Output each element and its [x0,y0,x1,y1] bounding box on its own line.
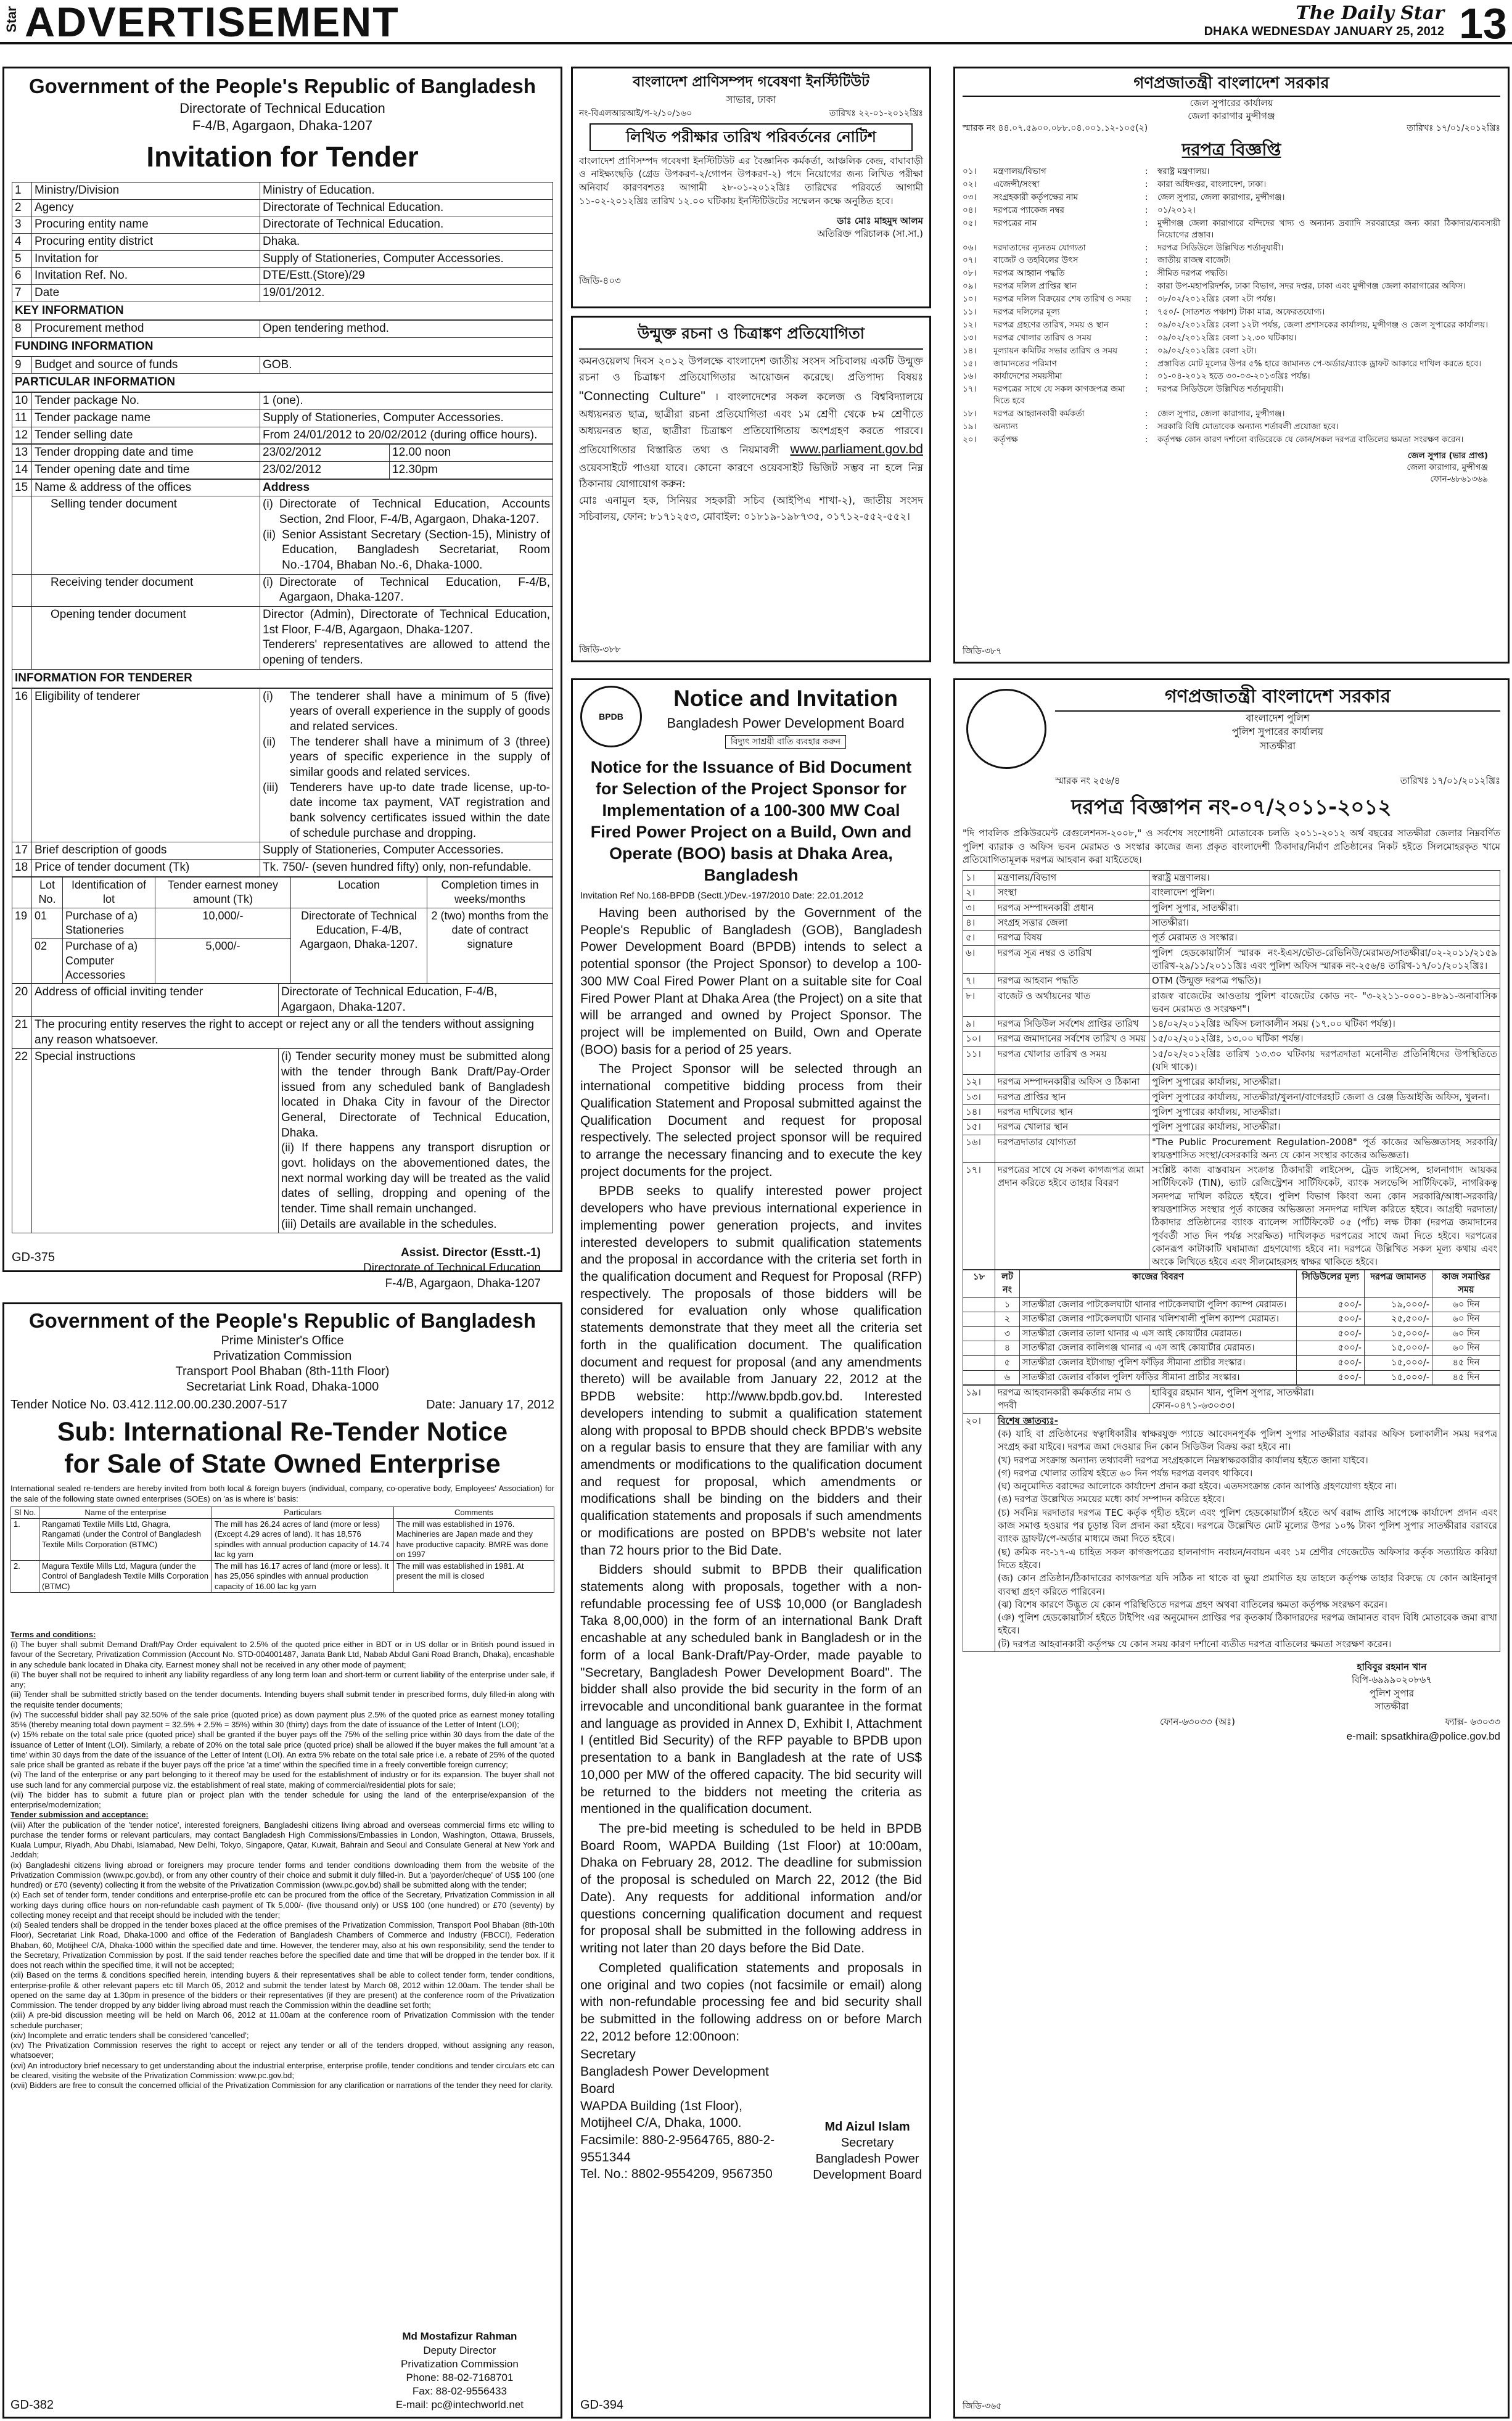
table-header-row: Lot No. Identification of lot Tender earnest money amount (Tk) Location Completion times in weeks/months [12,877,553,908]
table-row: ১৩। দরপত্র প্রাপ্তির স্থান পুলিশ সুপারের কার্যালয়, সাতক্ষীরা/খুলনা/বাগেরহাট জেলা ও রেঞ্জ ডিআইজি অফিস, খুলনা। [963,1090,1500,1104]
signatory-fax: Fax: 88-02-9556433 [412,2385,507,2397]
table-row: ২০। বিশেষ জ্ঞাতব্যঃ- (ক) যাহি বা প্রতিষ্ঠানের স্বত্বাধিকারীর স্বাক্ষরযুক্ত প্যাডে আবেদনপূর্বক পুলিশ সুপার সাতক্ষীরার বরাবর অফিস চলাকালীন সময় দরপত্র সংগ্রহ করা যাইবে। দরপত্র জমা দেওয়ার দিন কোন সিডিউল বিক্রয় করা হইবে না। (খ) দরপত্র সংক্রান্ত অন্যান্য তথ্যাবলী দরপত্র সংগ্রহকালে নিম্নস্বাক্ষরকারীর কার্যালয় হইতে জানা যাইবে। (গ) দরপত্র খোলার তারিখ হইতে ৬০ দিন পর্যন্ত দরপত্র বলবৎ থাকিবে। (ঘ) অনুমোদিত বরাদ্দের আলোকে কার্যাদেশ প্রদান করা হইবে। এতদসংক্রান্ত কোন আপত্তি গ্রহণযোগ্য হইবে না। (ঙ) দরপত্র উল্লেখিত সময়ের মধ্যে কার্য সম্পাদন করিতে হইবে। (চ) সর্বনিম্ন দরদাতার দরপত্র TEC কর্তৃক গৃহীত হইলে এবং পুলিশ হেডকোয়ার্টার্স হইতে অর্থ বরাদ্দ প্রাপ্তি সাপেক্ষে কার্যাদেশ প্রদান এবং কাজ সমাপ্ত হওয়ার পর চূড়ান্ত বিল প্রদান করা হইবে। দরপত্রে উল্লেখিত মোট মূল্যের উপর ১০% টাকা পুলিশ সুপার সাতক্ষীরার বরাবরে ব্যাংক ড্রাফট/পে-অর্ডার মাধ্যমে জমা দিতে হইবে। (ছ) ক্রমিক নং-১৭-এ চাহিত সকল কাগজপত্রের হালনাগাদ নবায়ন/নবায়ন এবং ১ম শ্রেণীর গেজেটেড অফিসার কর্তৃক সত্যায়িত করিয়া দিতে হইবে। (জ) কোন প্রতিষ্ঠান/ঠিকাদারের কাগজপত্র যদি সঠিক না থাকে বা ভুয়া প্রমাণিত হয় তাহলে কর্তৃপক্ষ তাহার বিরুদ্ধে যে কোন আইনানুগ ব্যবস্থা গ্রহণ করিতে পারিবেন। (ঝ) বিশেষ কারণে উদ্ভূত যে কোন পরিস্থিতিতে দরপত্র গ্রহণ অথবা বাতিলের ক্ষমতা কর্তৃপক্ষ সংরক্ষণ করেন। (ঞ) পুলিশ হেডকোয়ার্টার্স হইতে টাইপিং এর অনুমোদন প্রাপ্তির পর কৃতকার্য ঠিকাদারদের দরপত্র জামানত বাবদ বিধি মোতাবেক জমা রাখা হইবে। (ট) দরপত্র আহবানকারী কর্তৃপক্ষ যে কোন সময় কারণ দর্শানো ব্যতীত দরপত্র বাতিলের ক্ষমতা সংরক্ষণ করেন। [963,1413,1500,1651]
body-text: কমনওয়েলথ দিবস ২০১২ উপলক্ষে বাংলাদেশ জাতীয় সংসদ সচিবালয় একটি উন্মুক্ত রচনা ও চিত্রাঙ্কণ প্রতিযোগিতার আয়োজন করেছে। প্রতিপাদ্য বিষয়ঃ [579,355,923,384]
section-heading: PARTICULAR INFORMATION [12,374,553,392]
table-header-row: Sl No. Name of the enterprise Particulars Comments [11,1506,554,1518]
address-line: Bangladesh Power Development [580,2065,769,2079]
submission-address [580,2046,774,2183]
ad-title: দরপত্র বিজ্ঞপ্তি [1181,139,1281,160]
notice-ad-blri [571,67,931,308]
notice-date: তারিখঃ ১৭/০১/২০১২খ্রিঃ [1400,775,1500,786]
signatory-title: Secretary [840,2136,894,2150]
address-line: Board [580,2081,615,2096]
term-item: (ii) The buyer shall not be required to inherit any liability regardless of any long term loan and short-term or current liability of the enterprise under sale, if any; [10,1669,554,1690]
ad-department: Directorate of Technical Education [179,100,385,116]
address-line: Tel. No.: 8802-9554209, 9567350 [580,2167,773,2182]
ad-address: F-4/B, Agargaon, Dhaka-1207 [192,118,373,134]
tender-key-table [12,182,553,302]
list-item: ১৬। কার্যাদেশের সময়সীমা : ০১-০৪-২০১২ হতে ৩০-০৩-২০১৩খ্রিঃ পর্যন্ত। [963,371,1310,382]
table-row: 15 Name & address of the offices Address [12,479,553,496]
signatory-title: Assist. Director (Esstt.-1) [400,1246,541,1260]
list-item: ০৭। বাজেট ও তহবিলের উৎস : জাতীয় রাজস্ব বাজেট। [963,255,1231,266]
notice-heading: Notice for the Issuance of Bid Document for Selection of the Project Sponsor for Implementation of a 100-300 MW Coal Fired Power Project on a Build, Own and Operate (BOO) basis at Dhaka Area, Bangladesh [590,757,912,885]
table-row: ২। সংস্থা বাংলাদেশ পুলিশ। [963,886,1500,900]
gd-number: GD-375 [12,1251,55,1264]
ad-title: দরপত্র বিজ্ঞাপন নং-০৭/২০১১-২০১২ [1071,795,1392,820]
ad-title: উন্মুক্ত রচনা ও চিত্রাঙ্কণ প্রতিযোগিতা [579,321,923,350]
table-row: 13 Tender dropping date and time 23/02/2012 12.00 noon [12,445,553,462]
term-item: (iii) Tender shall be submitted strictly based on the tender documents. Intending buyers shall submit tender in prescribed forms, duly filled-in along with the requisite tender documents; [10,1690,554,1709]
address-line: 9551344 [580,2150,631,2164]
table-row: Opening tender document Director (Admin), Directorate of Technical Education, 1st Floor, F-4/B, Agargaon, Dhaka-1207. Tenderers' representatives are allowed to attend the opening of tenders. [12,607,553,670]
list-item: ১৩। দরপত্র খোলার তারিখ ও সময় : ০৯/০২/২০১২খ্রিঃ বেলা ১২.৩০ ঘটিকায়। [963,332,1297,343]
reference-number: Invitation Ref No.168-BPDB (Sectt.)/Dev.-197/2010 Date: 22.01.2012 [580,890,864,902]
notice-date: তারিখঃ ২২-০১-২০১২খ্রিঃ [829,108,923,118]
signatory-address: F-4/B, Agargaon, Dhaka-1207 [385,1276,541,1290]
paragraph: Completed qualification statements and proposals in one original and two copies (not facsimile or email) along with non-refundable processing fee and bid security shall be submitted in the following address on or before March 22, 2012 before 12:00noon: [580,1960,922,2044]
term-item: (xiv) Incomplete and erratic tenders shall be considered 'cancelled'; [10,2030,249,2040]
notice-body [580,905,922,2045]
section-title: ADVERTISEMENT [25,0,400,46]
eligibility-item: (iii) Tenderers have up-to date trade license, up-to-date income tax payment, VAT registration and bank solvency certificates issued within the date of schedule purchase and dropping. [263,781,550,840]
signatory-office: Directorate of Technical Education [363,1262,541,1275]
term-item: (viii) After the publication of the 'tender notice', interested foreigners, Bangladeshi citizens living abroad and overseas commercial firms etc willing to purchase the tender forms or relevant particulars, may contact Bangladesh High Commissions/Embassies in London, Washington, Ottawa, Brussels, Kuala Lumpur, Riyadh, Abu Dhabi, Islamabad, New Delhi, Tokyo, Singapore, Qatar, Kuwait, Bahrain and Seoul and Consulate General at New York and Jeddah; [10,1820,554,1860]
table-row: 1 Ministry/Division Ministry of Education. [12,182,553,199]
table-row: ২ সাতক্ষীরা জেলার পাটকেলঘাটা থানার খলিশখালী পুলিশ ক্যাম্প মেরামত। ৫০০/- ২৫,৫০০/- ৬০ দিন [963,1312,1500,1327]
ad-line: Privatization Commission [213,1349,352,1363]
reference-number: নং-বিএলআরআই/প-২/১০/১৬০ [579,108,692,118]
term-item: (xi) Sealed tenders shall be dropped in the tender boxes placed at the office premises of the Privatization Commission, Transport Pool Bhaban (8th-10th Floor), Secretariat Link Road, Dhaka-1000 and office of the Federation of Bangladesh Chambers of Commerce and Industry (FBCCI), Federation Bhaban, 60, Motijheel C/A, Dhaka-1000 within the specified date and time. However, the tenderer may, also at his own responsibility, send the tender to the Secretary, Privatization Commission by post. If the said tender reaches before the specified date and time that will be dropped in the tender box. If it does not reach within the specified time, it will not be accepted; [10,1920,554,1970]
list-item: ১১। দরপত্র দলিলের মূল্য : ৭৫০/- (সাতশত পঞ্চাশ) টাকা মাত্র, অফেরতযোগ্য। [963,306,1325,317]
section-heading: KEY INFORMATION [12,302,553,321]
tender-ad-dte [2,67,562,1290]
gd-number: GD-382 [10,2398,54,2412]
table-row: ৩। দরপত্র সম্পাদনকারী প্রধান পুলিশ সুপার, সাতক্ষীরা। [963,900,1500,915]
ad-office-line3: সাতক্ষীরা [1259,740,1296,752]
signatory-name: ডাঃ মোঃ মাহমুদ আলম [837,215,923,226]
list-item: ০৫। দরপত্রের নাম : মুন্সীগঞ্জ জেলা কারাগারে বন্দিদের খাদ্য ও অন্যান্য দ্রব্যাদি সরবরাহের জন্য কারা ঠিকাদার/ব্যবসায়ী নিয়োগের প্রস্তাব। [963,218,1500,240]
term-item: (ix) Bangladeshi citizens living abroad or foreigners may procure tender forms and tender conditions downloading them from the website of the Privatization Commission (www.pc.gov.bd), or from any other country of their choice and submit it duly filled-in. But a 'payorder/cheque' of US$ 100 (one hundred) or £70 (seventy) collecting it from the website of the Privatization Commission (www.pc.gov.bd) shall be submitted along with the tender; [10,1860,554,1890]
table-row: 7 Date 19/01/2012. [12,285,553,302]
tender-particulars-table [12,392,553,444]
note-item: (চ) সর্বনিম্ন দরদাতার দরপত্র TEC কর্তৃক গৃহীত হইলে এবং পুলিশ হেডকোয়ার্টার্স হইতে অর্থ বরাদ্দ প্রাপ্তি সাপেক্ষে কার্যাদেশ প্রদান এবং কাজ সমাপ্ত হওয়ার পর চূড়ান্ত বিল প্রদান করা হইবে। দরপত্রে উল্লেখিত মোট মূল্যের উপর ১০% টাকা পুলিশ সুপার সাতক্ষীরার বরাবরে ব্যাংক ড্রাফট/পে-অর্ডার মাধ্যমে জমা দিতে হইবে। [998,1506,1497,1545]
note-item: (ঝ) বিশেষ কারণে উদ্ভূত যে কোন পরিস্থিতিতে দরপত্র গ্রহণ অথবা বাতিলের ক্ষমতা কর্তৃপক্ষ সংরক্ষণ করেন। [998,1598,1387,1610]
signatory-title: অতিরিক্ত পরিচালক (সা.সা.) [817,228,923,240]
table-row: 20 Address of official inviting tender Directorate of Technical Education, F-4/B, Agargaon, Dhaka-1207. [12,984,553,1016]
contact-fax: ফ্যাক্স- ৬৩০৩৩ [1445,1716,1500,1728]
note-item: (জ) কোন প্রতিষ্ঠান/ঠিকাদারের কাগজপত্র যদি সঠিক না থাকে বা ভুয়া প্রমাণিত হয় তাহলে কর্তৃপক্ষ তাহার বিরুদ্ধে যে কোন আইনানুগ ব্যবস্থা গ্রহণ করিতে পারিবেন। [998,1572,1497,1597]
signatory-email: E-mail: pc@intechworld.net [395,2398,524,2411]
signatory-office: সাতক্ষীরা [1374,1700,1409,1712]
ad-line: Transport Pool Bhaban (8th-11th Floor) [175,1365,390,1379]
ad-gov-heading: Government of the People's Republic of Bangladesh [29,1309,536,1332]
ad-office: বাংলাদেশ পুলিশ [1246,712,1310,724]
issue-date: DHAKA WEDNESDAY JANUARY 25, 2012 [1204,25,1444,38]
jail-info-list [963,165,1500,446]
ad-office-line2: জেলা কারাগার মুন্সীগঞ্জ [1188,110,1275,122]
address-line: Facsimile: 880-2-9564765, 880-2- [580,2132,775,2147]
signatory-title: জেল সুপার (ভার প্রাপ্ত) [1408,450,1488,461]
ad-gov-heading: গণপ্রজাতন্ত্রী বাংলাদেশ সরকার [963,72,1500,97]
signatory-title: Deputy Director [423,2344,496,2356]
masthead [0,0,1512,47]
signatory-phone: ফোন-৬৮৬১৩৬৯ [1430,474,1488,484]
submission-list [10,1820,554,2091]
signatory-office: Privatization Commission [400,2357,519,2370]
note-item: (ট) দরপত্র আহবানকারী কর্তৃপক্ষ যে কোন সময় কারণ দর্শানো ব্যতীত দরপত্র বাতিলের ক্ষমতা সংরক্ষণ করেন। [998,1638,1392,1650]
lot-table [12,877,553,984]
table-row: 5 Invitation for Supply of Stationeries, Computer Accessories. [12,250,553,268]
table-row: ১১। দরপত্র খোলার তারিখ ও সময় ১৫/০২/২০১২খ্রিঃ তারিখ ১৩.৩০ ঘটিকায় দরপত্রদাতা মনোনীত প্রতিনিধিদের উপস্থিতিতে (যদি থাকে)। [963,1046,1500,1075]
signatory-name: Md Aizul Islam [824,2120,910,2134]
note-item: (ঙ) দরপত্র উল্লেখিত সময়ের মধ্যে কার্য সম্পাদন করিতে হইবে। [998,1494,1225,1505]
ad-gov-heading: গণপ্রজাতন্ত্রী বাংলাদেশ সরকার [1055,684,1500,712]
ad-title: Sub: International Re-Tender Notice [57,1417,508,1447]
signatory-office: Bangladesh Power [815,2152,919,2166]
tender-notice-number: Tender Notice No. 03.412.112.00.00.230.2007-517 [10,1398,287,1412]
table-row: 2. Magura Textile Mills Ltd, Magura (under the Control of Bangladesh Textile Mills Corporation (BTMC) The mill has 16.17 acres of land (more or less). It has 25,056 spindles with annual production capacity of 16.00 lac kg yarn The mill was established in 1981. At present the mill is closed [11,1561,554,1593]
table-row: ৮। বাজেট ও অর্থায়নের খাত রাজস্ব বাজেটের আওতায় পুলিশ বাজেটের কোড নং- "৩-২২১১-০০০১-৪৮৯১-অনাবাসিক ভবন মেরামত ও সংরক্ষণ"। [963,989,1500,1017]
gd-number: জিডি-৩৮৭ [963,646,1002,657]
note-item: (গ) দরপত্র খোলার তারিখ হইতে ৬০ দিন পর্যন্ত দরপত্র বলবৎ থাকিবে। [998,1467,1253,1479]
gd-number: জিডি-৩৮৮ [579,644,621,655]
term-item: (i) The buyer shall submit Demand Draft/Pay Order equivalent to 2.5% of the quoted price either in BDT or in US dollar or in British pound issued in favour of the Secretary, Privatization Commission (Account No. STD-004001487, Janata Bank Ltd, Nabab Abdul Gani Road Branch, Dhaka), encashable in any schedule bank located in Dhaka city. Earnest money shall not be received in any other mode of payment; [10,1640,554,1669]
list-item: ১৯। অন্যান্য : সরকারি বিধি মোতাবেক অন্যান্য শর্তাবলী প্রযোজ্য হবে। [963,421,1339,432]
notice-date: তারিখঃ ১৭/০১/২০১২খ্রিঃ [1407,123,1500,134]
list-item: ২০। কর্তৃপক্ষ : কর্তৃপক্ষ কোন কারণ দর্শানো ব্যতিরেকে যে কোন/সকল দরপত্র বাতিলের ক্ষমতা সংরক্ষণ করেন। [963,434,1464,445]
notice-body: বাংলাদেশ প্রাণিসম্পদ গবেষণা ইনস্টিটিউট এর বৈজ্ঞানিক কর্মকর্তা, আঞ্চলিক কেন্দ্র, বাঘাবাড়ী ও নাইক্ষ্যংছড়ি (গ্রেড উপকরণ-২/গোপন উপকরণ-২) পদে নিয়োগের জন্য লিখিত পরীক্ষা অনিবার্য কারণবশতঃ আগামী ২৮-০১-২০১২খ্রিঃ তারিখের পরিবর্তে আগামী ১১-০২-২০১২খ্রিঃ তারিখ ১২.০০ ঘটিকায় ইনস্টিটিউটের সম্মেলন কক্ষে অনুষ্ঠিত হবে। [579,155,923,207]
intro-text: International sealed re-tenders are hereby invited from both local & foreign buyers (individual, company, co-operative body, Employees' Association) for the sale of the following state owned enterprises (SOEs) on 'as is where is' basis: [10,1484,554,1503]
signatory-name: Md Mostafizur Rahman [402,2330,517,2343]
list-item: ১৪। মূল্যায়ন কমিটির সভার তারিখ ও সময় : ০৯/০২/২০১২খ্রিঃ বেলা ২টা। [963,345,1257,356]
note-item: (ঞ) পুলিশ হেডকোয়ার্টার্স হইতে টাইপিং এর অনুমোদন প্রাপ্তির পর কৃতকার্য ঠিকাদারদের দরপত্র জামানত বাবদ বিধি মোতাবেক জমা রাখা হইবে। [998,1612,1497,1637]
table-row: ১৯। দরপত্র আহবানকারী কর্মকর্তার নাম ও পদবী হাবিবুর রহমান খান, পুলিশ সুপার, সাতক্ষীরা। ফোন-০৪৭১-৬৩০৩৩। [963,1386,1500,1414]
term-item: (vi) The land of the enterprise or any part belonging to it thereof may be used for the establishment of industry or for its expansion. The buyer shall not use such land for any commercial purpose viz. the establishment of real state, making of commercial/residential plots for sale; [10,1770,554,1790]
section-tag: Star [4,6,19,33]
term-item: (vii) The bidder has to submit a future plan or project plan with the tender schedule for using the land of the enterprise/expansion of the enterprise/modernization; [10,1790,554,1810]
signatory-phone: Phone: 88-02-7168701 [406,2371,514,2383]
list-item: ১৮। দরপত্র আহ্বানকারী কর্মকর্তা : জেল সুপার, জেলা কারাগার, মুন্সীগঞ্জ। [963,409,1285,419]
signatory-name: হাবিবুর রহমান খান [1357,1661,1427,1673]
term-item: (xv) The Privatization Commission reserves the right to accept or reject any tender or all of the tenders dropped, without assigning any reason, whatsoever; [10,2041,554,2060]
table-row: 10 Tender package No. 1 (one). [12,393,553,410]
slogan-badge: বিদ্যুৎ সাশ্রয়ী বাতি ব্যবহার করুন [725,735,846,749]
table-row: ৪ সাতক্ষীরা জেলার কালিগঞ্জ থানার এ এস আই কোয়ার্টার মেরামত। ৫০০/- ১৫,০০০/- ৬০ দিন [963,1341,1500,1356]
signatory-office-line2: Development Board [813,2168,922,2182]
list-item: ১২। দরপত্র গ্রহণের তারিখ, সময় ও স্থান : ০৯/০২/২০১২খ্রিঃ বেলা ১২টা পর্যন্ত, জেলা প্রশাসকের কার্যালয়, মুন্সীগঞ্জ ও জেল সুপারের কার্যালয়। [963,319,1489,330]
paragraph: BPDB seeks to qualify interested power project developers who have previous international experience in implementing power generation projects, and invites interested developers to submit qualification statements and the proposal in accordance with the criteria set forth in the qualification document and Request for Proposal (RFP) respectively. The proposals of those bidders will be considered for evaluation only whose qualification statements demonstrate that they meet all the criteria set forth in the qualification document. The qualification document and request for proposal (and any amendments thereto) will be available from January 22, 2012 at the BPDB website: http://www.bpdb.gov.bd. Interested developers intending to submit a qualification statement along with proposal to BPDB should check BPDB's website on a regular basis to ensure that they are familiar with any amendments or modifications to the qualification document and request for proposal, which amendments or modifications shall be binding on the bidders and their qualification statements and proposals if such amendments or modifications are posted on BPDB's website not later than 72 hours prior to the Bid Date. [580,1184,922,1558]
table-row: 02 Purchase of a) Computer Accessories 5,000/- [12,939,553,984]
ad-gov-heading: Government of the People's Republic of Bangladesh [29,75,536,97]
note-item: (ক) যাহি বা প্রতিষ্ঠানের স্বত্বাধিকারীর স্বাক্ষরযুক্ত প্যাডে আবেদনপূর্বক পুলিশ সুপার সাতক্ষীরার বরাবর অফিস চলাকালীন সময় দরপত্র সংগ্রহ করা যাইবে। দরপত্র জমা দেওয়ার দিন কোন সিডিউল বিক্রয় করা হইবে না। [998,1428,1497,1453]
table-row: 17 Brief description of goods Supply of Stationeries, Computer Accessories. [12,842,553,860]
table-row: 4 Procuring entity district Dhaka. [12,233,553,250]
contact-text: মোঃ এনামুল হক, সিনিয়র সহকারী সচিব (আইপিএ শাখা-২), জাতীয় সংসদ সচিবালয়, ফোন: ৮১৭১২৫৩, মোবাইল: ০১৮১৯-১৯৮৭৩৫, ০১৭১২-৫৫২-৫৫২। [579,494,923,522]
term-item: (x) Each set of tender form, tender conditions and enterprise-profile etc can be procured from the office of the Secretary, Privatization Commission in all working days during office hours on non-refundable cash payment of Tk 5,000/- (five thousand only) or US$ 100 (one hundred) or £70 (seventy) by collecting money receipt and that receipt should be included with the tender; [10,1890,554,1920]
table-row: ১ সাতক্ষীরা জেলার পাটকেলঘাটা থানার পাটকেলঘাটা পুলিশ ক্যাম্প মেরামত। ৫০০/- ১৯,০০০/- ৬০ দিন [963,1297,1500,1312]
paragraph: Bidders should submit to BPDB their qualification statements along with proposals, together with a non-refundable processing fee of US$ 10,000 (or Bangladesh Taka 8,00,000) in the form of an international Bank Draft encashable at any scheduled bank in Bangladesh or in the form of a local Bank-Draft/Pay-Order, made payable to "Secretary, Bangladesh Power Development Board". The bidder shall also provide the bid security in the form of an irrevocable and unconditional bank guarantee in the format and language as provided in Annex D, Exhibit I, Attachment I (entitled Bid Security) of the RFP payable to BPDB upon presentation to a bank in Bangladesh at the rate of US$ 10,000 per MW of the offered capacity. The bid security will be returned to the bidders not meeting the criteria as mentioned in the qualification document. [580,1563,922,1817]
signatory-id: বিপি-৬৯৯৯০২০৮৬৭ [1352,1674,1432,1686]
table-row: 16 Eligibility of tenderer (i) The tenderer shall have a minimum of 5 (five) years of overall experience in the supply of goods and related services. (ii) The tenderer shall have a minimum of 3 (three) years of specific experience in the supply of similar goods and related services. (iii) Tenderers have up-to date trade license, up-to-date income tax payment, VAT registration and bank solvency certificates issued within the date of schedule purchase and dropping. [12,688,553,842]
table-row: ৫ সাতক্ষীরা জেলার ইটাগাছা পুলিশ ফাঁড়ির সীমানা প্রাচীর সংস্কার। ৫০০/- ১৫,০০০/- ৪৫ দিন [963,1355,1500,1370]
address-line: Motijheel C/A, Dhaka, 1000. [580,2116,742,2131]
table-row: ৬। দরপত্র সূত্র নম্বর ও তারিখ পুলিশ হেডকোয়ার্টার্স স্মারক নং-ইএস/ভৌত-রেভিনিউ/মেরামত/সাতক্ষীরা/০২-২০১১/২১৫৯ তারিখ-২৯/১১/২০১১খ্রিঃ এবং পুলিশ অফিস স্মারক নং-২৫৬/৪ তারিখ-১৭/০১/২০১২খ্রিঃ। [963,945,1500,974]
intro-text: "দি পাবলিক প্রকিউরমেন্ট রেগুলেশনস-২০০৮," ও সর্বশেষ সংশোধনী মোতাবেক চলতি ২০১১-২০১২ অর্থ বছরের সাতক্ষীরা জেলার নিম্নবর্ণিত পুলিশ ব্যারাক ও অফিস ভবন মেরামত ও সংস্কার কাজের জন্য প্রকৃত বাংলাদেশী ঠিকাদার/নির্মাণ প্রতিষ্ঠানের নিকট হইতে সিলমোহরকৃত খামে প্রতিযোগিতামূলক দরপত্র আহবান করা যাইতেছে। [963,828,1500,865]
submission-heading: Tender submission and acceptance: [10,1810,149,1820]
table-row: 1. Rangamati Textile Mills Ltd, Ghagra, Rangamati (under the Control of Bangladesh Textile Mills Corporation (BTMC) The mill has 26.24 acres of land (more or less) (Except 4.29 acres of land). It has 18,576 spindles with annual production capacity of 14.74 lac kg yarn The mill was established in 1976. Machineries are Japan made and they have productive capacity. BMRE was done on 1997 [11,1519,554,1561]
tender-ad-jail [953,67,1510,664]
section-heading: FUNDING INFORMATION [12,338,553,356]
ad-office: জেল সুপারের কার্যালয় [1189,97,1273,109]
table-header-row: ১৮ লট নং কাজের বিবরণ সিডিউলের মূল্য দরপত্র জামানত কাজ সমাপ্তির সময় [963,1270,1500,1297]
instruction-item: (ii) If there happens any transport disruption or govt. holidays on the abovementioned dates, the next normal working day will be treated as the valid dates of selling, dropping and opening of the tender. Time shall remain unchanged. [281,1141,550,1216]
enterprise-table [10,1506,554,1593]
reference-number: স্মারক নং ২৫৬/৪ [1055,775,1120,786]
terms-heading: Terms and conditions: [10,1629,96,1639]
term-item: (xiii) A pre-bid discussion meeting will be held on March 06, 2012 at 11.00am at the conference room of Privatization Commission with the tender schedule purchaser; [10,2010,554,2030]
list-item: ০৪। দরপত্রে প্যাকেজ নম্বর : ০১/২০১২। [963,205,1196,215]
table-row: ৭। দরপত্র আহবান পদ্ধতি OTM (উন্মুক্ত দরপত্র পদ্ধতি)। [963,974,1500,989]
tender-ad-privatization [2,1302,562,2419]
table-row: 14 Tender opening date and time 23/02/2012 12.30pm [12,461,553,479]
table-row: ১৭। দরপত্রের সাথে যে সকল কাগজপত্র জমা প্রদান করিতে হইবে তাহার বিবরণ সংশ্লিষ্ট কাজ বাস্তবায়ন সংক্রান্ত ঠিকাদারী লাইসেন্স, ট্রেড লাইসেন্স, হালনাগাদ আয়কর সার্টিফিকেট (TIN), ভ্যাট রেজিস্ট্রেশন সার্টিফিকেট, ব্যাংক সলভেন্সি সার্টিফিকেট, নাগরিকত্ব সনদপত্র দাখিল করিতে হইবে। পুলিশ বিভাগ কিংবা অন্য কোন সরকারি/আধা-সরকারি/স্বায়ত্তশাসিত সংস্থার পূর্ত কাজের অভিজ্ঞতা সনদপত্র দাখিল করিতে হইবে। আগ্রহী দরদাতা/ঠিকাদার প্রতিষ্ঠানের ব্যাংক ব্যালেন্স সার্টিফিকেট ০৫ (পাঁচ) লক্ষ টাকা (দরপত্র জমাদানের পূর্ববর্তী সাত দিন পর্যন্ত সংরক্ষিত) দাখিলকৃত দরপত্রের সাথে জমা দিতে হইবে। দরপত্রের কোনরূপ কাটাকাটি ঘষামাজা গ্রহণযোগ্য হইবে না। দরপত্রে উল্লিখিত সকল মূল্য কথায় এবং অংকে লিখিতে হইবে এবং সীলমোহরসহ স্বাক্ষর থাকিতে হইবে। [963,1163,1500,1270]
term-item: (iv) The successful bidder shall pay 32.50% of the sale price (quoted price) as down payment plus 2.5% of the quoted price as earnest money totalling 35% (thereby meaning total down payment = 32.5% + 2.5% = 35%) within 30 (thirty) days from the date of issuance of the Letter of Intent (LOI); [10,1709,554,1730]
address-line: WAPDA Building (1st Floor), [580,2098,742,2113]
table-row: 6 Invitation Ref. No. DTE/Estt.(Store)/29 [12,268,553,285]
police-lot-table [963,1270,1500,1385]
table-row: 21 The procuring entity reserves the right to accept or reject any or all the tenders without assigning any reason whatsoever. [12,1016,553,1048]
tender-ad-police [953,678,1510,2419]
notice-ad-bpdb [571,678,931,2419]
note-item: (ছ) ক্রমিক নং-১৭-এ চাহিত সকল কাগজপত্রের হালনাগাদ নবায়ন/নবায়ন এবং ১ম শ্রেণীর গেজেটেড অফিসার কর্তৃক সত্যায়িত করিয়া দিতে হইবে। [998,1546,1497,1571]
term-item: (v) 15% rebate on the total sale price (quoted price) shall be granted if the buyer pays off the 75% of the selling price within 30 days from the date of the issuance of Letter of Intent (LOI). Similarly, a rebate of 20% on the total sale price (quoted price) shall be allowed if the buyer makes the full amount 'at a time' within 30 days from the date of the issuance of the Letter of Intent (LOI). An extra 5% rebate on the total sale price i.e. a rebate of 25% of the quoted sale price shall be granted as rebate if the buyer pays off the price 'at a time' within the specified time in a freely convertible foreign currency; [10,1730,554,1770]
gd-number: জিডি-৪০৩ [579,275,621,287]
ad-title-line2: for Sale of State Owned Enterprise [64,1449,501,1479]
ad-subtitle: Bangladesh Power Development Board [667,715,905,731]
notice-ad-essay-competition [571,316,931,662]
table-row: ১৪। দরপত্র দাখিলের স্থান পুলিশ সুপারের কার্যালয়, সাতক্ষীরা। [963,1104,1500,1119]
table-row: Receiving tender document (i) Directorate of Technical Education, F-4/B, Agargaon, Dhaka-1207. [12,574,553,606]
list-item: ০৯। দরপত্র দলিল প্রাপ্তির স্থান : কারা উপ-মহাপরিদর্শক, ঢাকা বিভাগ, সদর দপ্তর, ঢাকা এবং মুন্সীগঞ্জ জেলা কারাগারের অফিস। [963,281,1466,292]
body-text: । বাংলাদেশের সকল কলেজ ও বিশ্ববিদ্যালয়ে অধ্যয়নরত ছাত্র, ছাত্রীরা রচনা প্রতিযোগিতা এবং ১ম শ্রেণী থেকে ৮ম শ্রেণীতে অধ্যয়নরত ছাত্র, ছাত্রীরা চিত্রাঙ্কণ প্রতিযোগিতায় অংশগ্রহণ করতে পারবে। প্রতিযোগিতার বিস্তারিত তথ্য ও নিয়মাবলী [579,390,923,456]
table-row: 22 Special instructions (i) Tender security money must be submitted along with the tender through Bank Draft/Pay-Order issued from any scheduled bank of Bangladesh located in Dhaka City in favour of the Director General, Directorate of Technical Education, Dhaka. (ii) If there happens any transport disruption or govt. holidays on the abovementioned dates, the next normal working day will be treated as the valid dates of selling, dropping and opening of the tender. Time shall remain unchanged. (iii) Details are available in the schedules. [12,1049,553,1233]
table-row: 19 01 Purchase of a) Stationeries 10,000/- Directorate of Technical Education, F-4/B, Agargaon, Dhaka-1207. 2 (two) months from the date of contract signature [12,908,553,939]
gd-number: GD-394 [580,2398,624,2412]
notice-heading: লিখিত পরীক্ষার তারিখ পরিবর্তনের নোটিশ [590,123,913,151]
list-item: ০৮। দরপত্র আহ্বান পদ্ধতি : সীমিত দরপত্র পদ্ধতি। [963,268,1228,279]
eligibility-item: (i) The tenderer shall have a minimum of 5 (five) years of overall experience in the supply of goods and related services. [263,689,550,733]
ad-office-line2: পুলিশ সুপারের কার্যালয় [1231,726,1324,738]
tender-date: Date: January 17, 2012 [426,1398,554,1412]
table-row: Selling tender document (i) Directorate of Technical Education, Accounts Section, 2nd Floor, F-4/B, Agargaon, Dhaka-1207. (ii) Senior Assistant Secretary (Section-15), Ministry of Education, Bangladesh Secretariat, Room No.-1704, Bhaban No.-6, Dhaka-1000. [12,496,553,574]
table-row: ১৫। দরপত্র খোলার স্থান পুলিশ সুপারের কার্যালয়, সাতক্ষীরা। [963,1120,1500,1135]
newspaper-name: The Daily Star [1296,2,1444,24]
list-item: ০৬। দরদাতাদের ন্যূনতম যোগ্যতা : দরপত্র সিডিউলে উল্লিখিত শর্তানুযায়ী। [963,242,1284,253]
website-link[interactable]: www.parliament.gov.bd [790,442,923,457]
table-row: ৬ সাতক্ষীরা জেলার বাঁকাল পুলিশ ফাঁড়ির সীমানা প্রাচীর সংস্কার। ৫০০/- ১৫,০০০/- ৪৫ দিন [963,1370,1500,1385]
list-item: ১০। দরপত্র দলিল বিক্রয়ের শেষ তারিখ ও সময় : ০৮/০২/২০১২খ্রিঃ বেলা ২টা পর্যন্ত। [963,294,1276,305]
contact-email: e-mail: spsatkhira@police.gov.bd [1346,1730,1500,1742]
table-row: 3 Procuring entity name Directorate of Technical Education. [12,216,553,234]
list-item: ১৭। দরপত্রের সাথে যে সকল কাগজপত্র জমা দিতে হবে : দরপত্র সিডিউলে উল্লিখিত শর্তানুযায়ী। [963,384,1284,406]
term-item: (xii) Based on the terms & conditions specified herein, intending buyers & their representatives shall be able to collect tender form, tender conditions, enterprise-profile & other relevant papers etc till March 05, 2012 and submit the tender latest by March 08, 2012 within 12.00am. The tender shall be opened on the same day at 1.30pm in presence of the bidders or their representatives (if they are present) at the conference room of the Privatization Commission. The tender dropped by any bidder living abroad must reach the Commission within the deadline set forth; [10,1970,554,2010]
table-row: 12 Tender selling date From 24/01/2012 to 20/02/2012 (during office hours). [12,427,553,444]
police-info-table [963,870,1500,1270]
page-number: 13 [1459,0,1507,47]
reference-number: স্মারক নং ৪৪.০৭.৫৯০০.০৮৮.০৪.০০১.১২-১০৫(২) [963,123,1148,134]
table-row: 2 Agency Directorate of Technical Education. [12,199,553,216]
table-row: ১৬। দরপত্রদাতার যোগ্যতা "The Public Procurement Regulation-2008" পূর্ত কাজের অভিজ্ঞতাসহ সরকারি/স্বায়ত্তশাসিত সংস্থা/বেসরকারি অন্য যে কোন সংস্থার কাজের অভিজ্ঞতা। [963,1135,1500,1163]
eligibility-item: (ii) The tenderer shall have a minimum of 3 (three) years of specific experience in the supply of similar goods and related services. [263,735,550,779]
table-row: 11 Tender package name Supply of Stationeries, Computer Accessories. [12,409,553,427]
table-row: ১০। দরপত্র জমাদানের সর্বশেষ তারিখ ও সময় ১৫/০২/২০১২খ্রিঃ, ১৩.০০ ঘটিকা পর্যন্ত। [963,1032,1500,1046]
ad-line: Prime Minister's Office [221,1334,344,1348]
ad-title: Invitation for Tender [146,141,419,173]
theme-text: "Connecting Culture" [579,388,705,403]
paragraph: The Project Sponsor will be selected through an international competitive bidding process from their Qualification Statement and Proposal submitted against the Qualification Document and request for proposal respectively. The selected project sponsor will be required to arrange the necessary financing and to execute the key project documents for the project. [580,1062,922,1179]
ad-title: Notice and Invitation [673,686,898,711]
instruction-item: (i) Tender security money must be submitted along with the tender through Bank Draft/Pay-Order issued from any scheduled bank of Bangladesh located in Dhaka City in favour of the Director General, Directorate of Technical Education, Dhaka. [281,1050,550,1140]
address-line: Secretary [580,2047,636,2062]
instruction-item: (iii) Details are available in the schedules. [281,1217,497,1231]
table-row: ১২। দরপত্র সম্পাদনকারীর অফিস ও ঠিকানা পুলিশ সুপারের কার্যালয়, সাতক্ষীরা। [963,1075,1500,1090]
ad-address: সাভার, ঢাকা [726,94,776,106]
table-row: 18 Price of tender document (Tk) Tk. 750/- (seven hundred fifty) only, non-refundable. [12,860,553,877]
section-heading: INFORMATION FOR TENDERER [12,670,553,688]
list-item: ১৫। জামানতের পরিমাণ : প্রস্তাবিত মোট মূল্যের উপর ৫% হারে জামানত পে-অর্ডার/ব্যাংক ড্রাফট আকারে দাখিল করতে হবে। [963,358,1482,369]
table-row: 9 Budget and source of funds GOB. [12,356,553,374]
table-row: ৫। দরপত্র বিষয় পূর্ত মেরামত ও সংস্কার। [963,931,1500,945]
ad-line: Secretariat Link Road, Dhaka-1000 [186,1380,379,1394]
term-item: (xvi) An introductory brief necessary to get understanding about the industrial enterprise, enterprise profile, tender conditions and tender circulars etc can be cleared, visiting the website of the Privatization Commission: www.pc.gov.bd; [10,2060,554,2080]
list-item: ০১। মন্ত্রণালয়/বিভাগ : স্বরাষ্ট্র মন্ত্রণালয়। [963,166,1210,177]
note-item: (ঘ) অনুমোদিত বরাদ্দের আলোকে কার্যাদেশ প্রদান করা হইবে। এতদসংক্রান্ত কোন আপত্তি গ্রহণযোগ্য হইবে না। [998,1481,1397,1492]
paragraph: The pre-bid meeting is scheduled to be held in BPDB Board Room, WAPDA Building (1st Floor) at 10:00am, Dhaka on February 28, 2012. The deadline for submission of the proposal is scheduled on March 22, 2012 (the Bid Date). Any requests for additional information and/or questions concerning qualification document and request for proposal shall be submitted in the following address in writing not later than 20 days before the Bid Date. [580,1822,922,1956]
bpdb-logo-icon: BPDB [580,686,642,747]
contact-phone: ফোন-৬৩০৩৩ (অঃ) [1160,1716,1235,1728]
note-item: (খ) দরপত্র সংক্রান্ত অন্যান্য তথ্যাবলী দরপত্র সংগ্রহকালে নিম্নস্বাক্ষরকারীর কার্যালয় হইতে জানা যাইবে। [998,1454,1368,1466]
table-row: ৩ সাতক্ষীরা জেলার তালা থানার এ এস আই কোয়ার্টার মেরামত। ৫০০/- ১৫,০০০/- ৬০ দিন [963,1326,1500,1341]
table-row: ৯। দরপত্র সিডিউল সর্বশেষ প্রাপ্তির তারিখ ১৪/০২/২০১২খ্রিঃ অফিস চলাকালীন সময় (১৭.০০ ঘটিকা পর্যন্ত)। [963,1017,1500,1032]
table-row: ১। মন্ত্রণালয়/বিভাগ স্বরাষ্ট্র মন্ত্রণালয়। [963,871,1500,886]
list-item: ০২। এজেন্সী/সংস্থা : কারা অধিদপ্তর, বাংলাদেশ, ঢাকা। [963,179,1267,190]
term-item: (xvii) Bidders are free to consult the concerned official of the Privatization Commission for any clarification or narrations of the tender they need for clarity. [10,2081,553,2090]
govt-emblem-icon [966,689,1046,769]
signatory-title: পুলিশ সুপার [1370,1687,1414,1699]
terms-list [10,1640,554,1810]
table-row: ৪। সংগ্রহ সত্তার জেলা সাতক্ষীরা। [963,916,1500,931]
ad-title: বাংলাদেশ প্রাণিসম্পদ গবেষণা ইনস্টিটিউট [633,74,869,90]
signatory-office: জেলা কারাগার, মুন্সীগঞ্জ [1407,462,1488,472]
list-item: ০৩। সংগ্রহকারী কর্তৃপক্ষের নাম : জেল সুপার, জেলা কারাগার, মুন্সীগঞ্জ। [963,192,1285,202]
gd-number: জিডি-৩৬৫ [963,2401,1002,2412]
paragraph: Having been authorised by the Government of the People's Republic of Bangladesh (GOB), Bangladesh Power Development Board (BPDB) intends to select a potential sponsor (the Project Sponsor) to develop a 100-300 MW Coal Fired Power Plant on a suitable site for Coal Fired Power Plant at Dhaka Area (the Project) on a site that will be arranged and owned by Project Sponsor. The project will be implemented on Build, Own and Operate (BOO) basis for a period of 25 years. [580,905,922,1057]
table-row: 8 Procurement method Open tendering method. [12,321,553,338]
body-text: ওয়েবসাইটে পাওয়া যাবে। কোনো কারণে ওয়েবসাইট ভিজিট সম্ভব না হলে নিম্ন ঠিকানায় যোগাযোগ করুন: [579,461,923,490]
